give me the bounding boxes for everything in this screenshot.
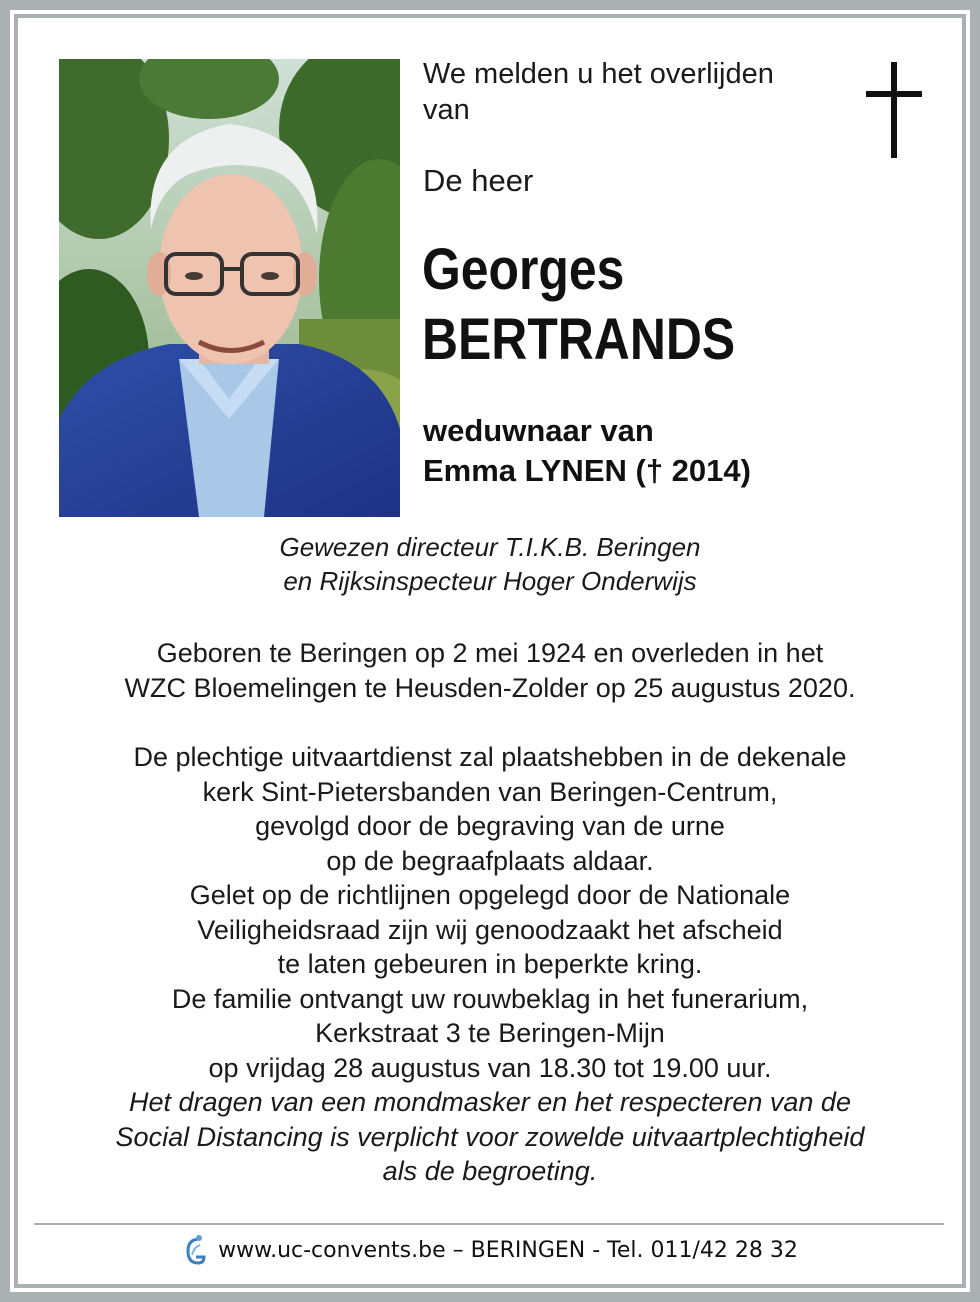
birth-death-line1: Geboren te Beringen op 2 mei 1924 en overleden in het: [156, 638, 824, 668]
funeral-line: te laten gebeuren in beperkte kring.: [277, 949, 703, 979]
deceased-first-name: Georges: [422, 237, 625, 302]
salutation: De heer: [423, 163, 534, 198]
occupation-line2: en Rijksinspecteur Hoger Onderwijs: [283, 566, 697, 596]
uc-convents-logo-icon: [182, 1233, 208, 1267]
funeral-line: Gelet op de richtlijnen opgelegd door de Nationale: [189, 880, 791, 910]
footer-divider: [34, 1223, 944, 1225]
occupation-line1: Gewezen directeur T.I.K.B. Beringen: [279, 532, 701, 562]
widower-line2: Emma LYNEN († 2014): [423, 453, 751, 488]
widower-of: [423, 411, 751, 491]
funeral-line: De plechtige uitvaartdienst zal plaatshebben in de dekenale: [133, 742, 847, 772]
covid-notice-line: Het dragen van een mondmasker en het respecteren van de: [129, 1087, 851, 1117]
widower-line1: weduwnaar van: [423, 413, 654, 448]
funeral-line: Kerkstraat 3 te Beringen-Mijn: [315, 1018, 665, 1048]
funeral-line: Veiligheidsraad zijn wij genoodzaakt het afscheid: [197, 914, 783, 945]
deceased-name: [422, 235, 735, 375]
birth-death-line2: WZC Bloemelingen te Heusden-Zolder op 25 augustus 2020.: [124, 673, 856, 703]
footer-contact: www.uc-convents.be – BERINGEN - Tel. 011/42 28 32: [218, 1237, 798, 1263]
announcement: [423, 56, 843, 128]
funeral-line: kerk Sint-Pietersbanden van Beringen-Centrum,: [202, 776, 778, 807]
announcement-line1: We melden u het overlijden: [423, 58, 774, 90]
birth-death-info: [30, 636, 950, 706]
funeral-info: [30, 740, 950, 1189]
funeral-line: op de begraafplaats aldaar.: [326, 845, 654, 876]
covid-notice-line: als de begroeting.: [382, 1156, 598, 1186]
funeral-line: gevolgd door de begraving van de urne: [255, 811, 725, 841]
covid-notice-line: Social Distancing is verplicht voor zowelde uitvaartplechtigheid: [115, 1121, 865, 1152]
funeral-line: De familie ontvangt uw rouwbeklag in het funerarium,: [171, 983, 809, 1014]
latin-cross-icon: [866, 62, 922, 158]
occupation: [30, 530, 950, 598]
announcement-line2: van: [423, 94, 470, 126]
funeral-line: op vrijdag 28 augustus van 18.30 tot 19.00 uur.: [208, 1052, 772, 1083]
deceased-last-name: BERTRANDS: [422, 307, 736, 372]
portrait-photo: [59, 59, 400, 517]
footer: [0, 1232, 980, 1268]
